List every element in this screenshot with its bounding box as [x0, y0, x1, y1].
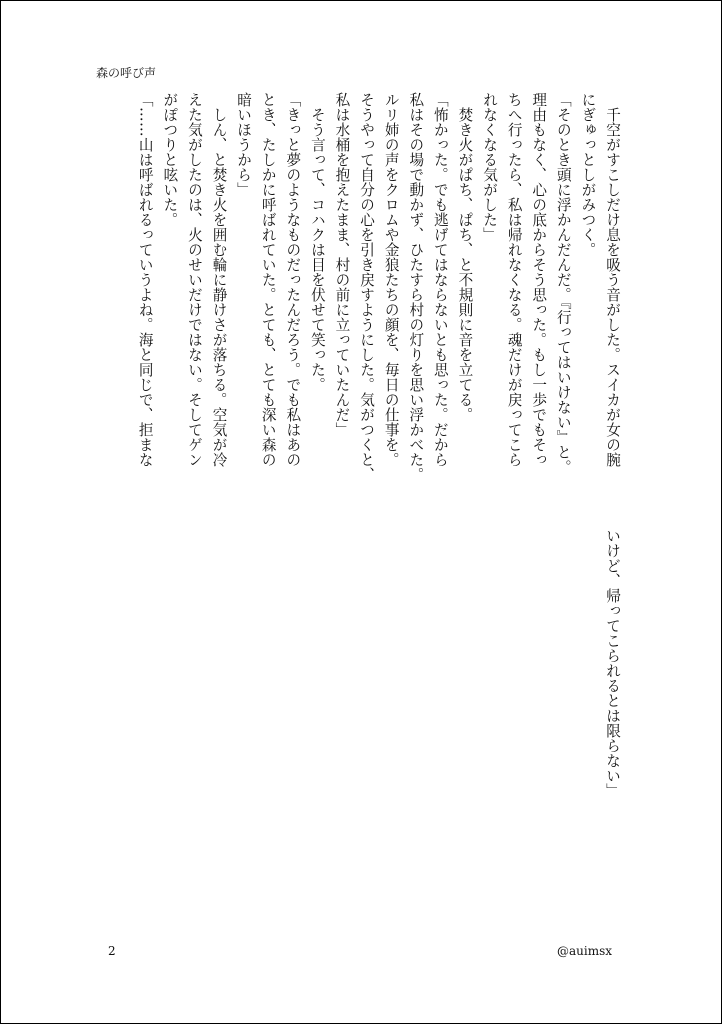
text-line: そう言って、コハクは目を伏せて笑った。 — [308, 92, 326, 392]
main-text-lower-block — [74, 528, 624, 828]
text-line: 「きっと夢のようなものだったんだろう。でも私はあの — [284, 92, 302, 467]
page-number: 2 — [108, 944, 116, 958]
text-line: 暗いほうから」 — [235, 92, 253, 197]
text-line: ルリ姉の声をクロムや金狼たちの顔を、毎日の仕事を。 — [382, 92, 400, 467]
text-line: 千空がすこしだけ息を吸う音がした。スイカが女の腕 — [604, 92, 621, 467]
text-line: 「……山は呼ばれるっていうよね。海と同じで、拒まな — [136, 92, 154, 467]
text-line: がぽつりと呟いた。 — [161, 92, 179, 227]
text-line: 私は水桶を抱えたまま、村の前に立っていたんだ」 — [333, 92, 351, 437]
running-title: 森の呼び声 — [96, 66, 157, 80]
text-line: とき、たしかに呼ばれていた。とても、とても深い森の — [259, 92, 277, 467]
text-line: そうやって自分の心を引き戻すようにした。気がつくと、 — [358, 92, 376, 482]
text-line: しん、と焚き火を囲む輪に静けさが落ちる。空気が冷 — [210, 92, 228, 467]
text-line: えた気がしたのは、火のせいだけではない。そしてゲン — [185, 92, 203, 467]
text-line: いけど、帰ってこられるとは限らない」 — [604, 528, 621, 798]
author-handle: @auimsx — [556, 944, 612, 958]
text-line: 「怖かった。でも逃げてはならないとも思った。だから — [431, 92, 449, 467]
text-line: れなくなる気がした」 — [481, 92, 499, 242]
text-line: 「そのとき頭に浮かんだんだ。『行ってはいけない』と。 — [554, 92, 572, 475]
text-line: にぎゅっとしがみつく。 — [579, 92, 597, 257]
text-line: 理由もなく、心の底からそう思った。もし一歩でもそっ — [530, 92, 548, 467]
main-text-upper-block — [74, 92, 624, 484]
text-line: 焚き火がぱち、ぱち、と不規則に音を立てる。 — [456, 92, 474, 422]
text-line: 私はその場で動かず、ひたすら村の灯りを思い浮かべた。 — [407, 92, 425, 482]
text-line: ちへ行ったら、私は帰れなくなる。魂だけが戻ってこら — [505, 92, 523, 467]
